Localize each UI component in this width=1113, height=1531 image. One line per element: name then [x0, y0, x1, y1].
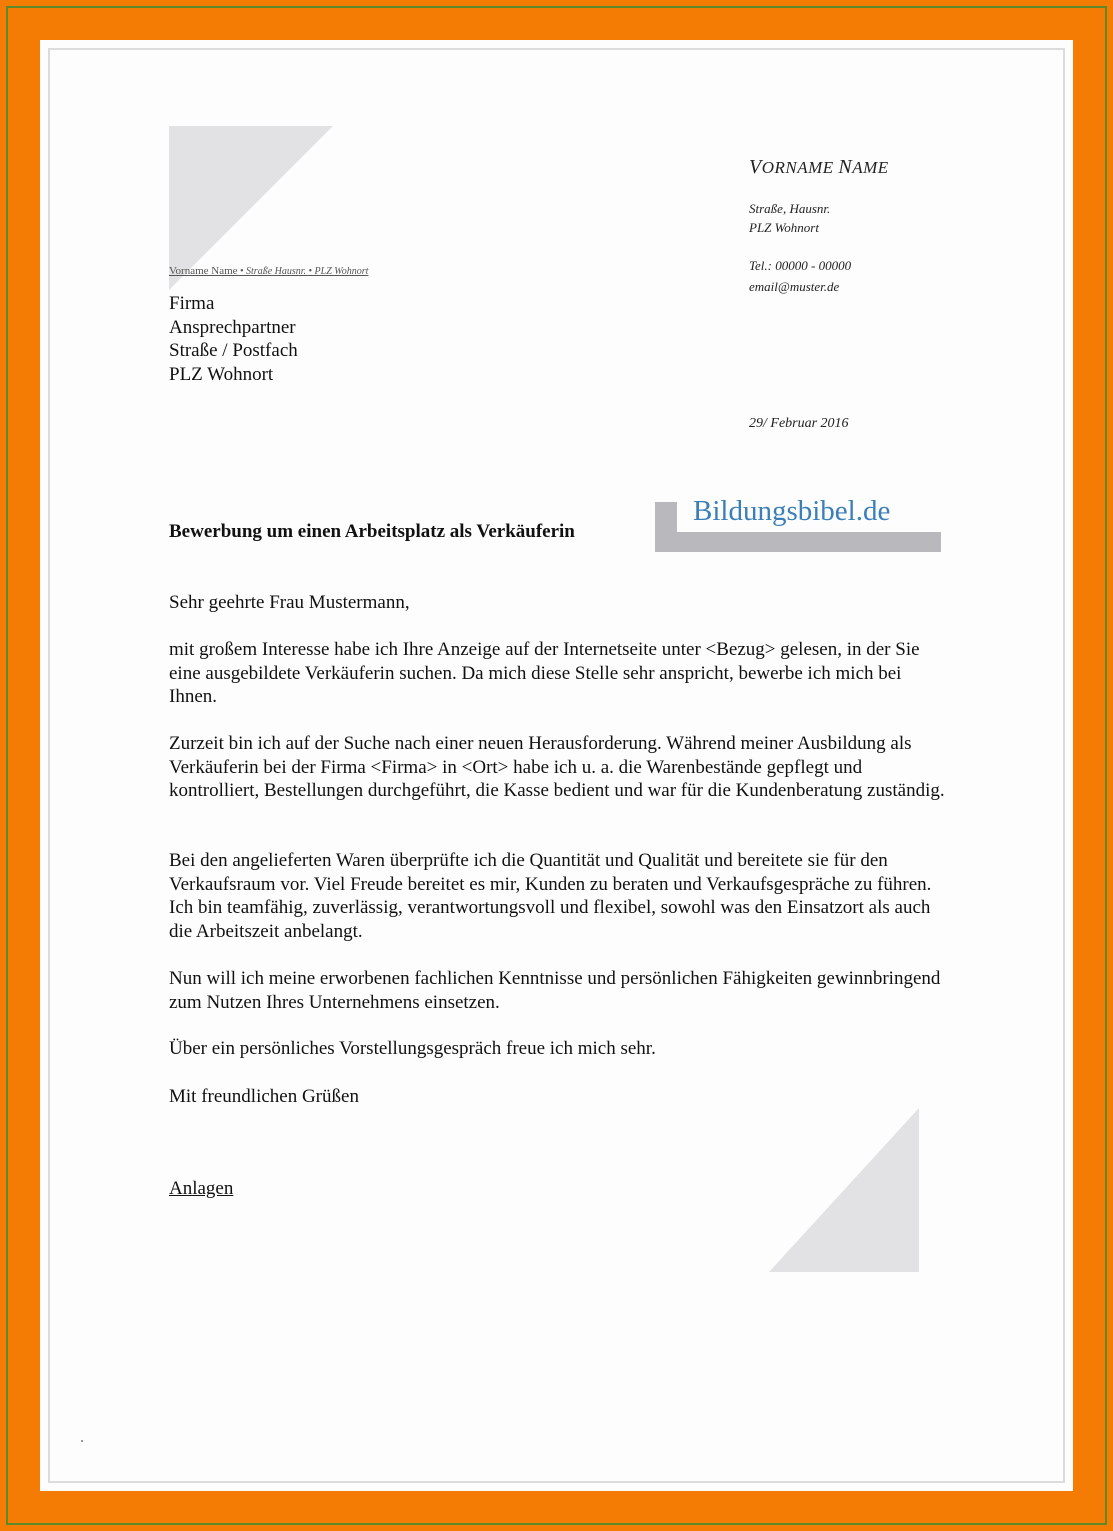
closing: Mit freundlichen Grüßen — [169, 1086, 359, 1107]
return-street: • Straße Hausnr. — [237, 266, 309, 277]
logo-bar-horizontal — [655, 532, 941, 552]
sender-last-rest: AME — [852, 158, 889, 177]
recipient-contact: Ansprechpartner — [169, 317, 296, 338]
letter-subject: Bewerbung um einen Arbeitsplatz als Verkäuferin — [169, 521, 575, 542]
sender-first-cap: V — [749, 156, 762, 178]
sender-street: Straße, Hausnr. — [749, 201, 831, 216]
return-name: Vorname Name — [169, 265, 238, 277]
recipient-city: PLZ Wohnort — [169, 364, 274, 385]
sender-name — [749, 156, 889, 179]
sender-first-rest: ORNAME — [761, 158, 834, 177]
recipient-company: Firma — [169, 293, 215, 314]
paragraph-1: mit großem Interesse habe ich Ihre Anzeige auf der Internetseite unter <Bezug> gelesen, in der Sie eine ausgebildete Verkäuferin suchen. Da mich diese Stelle sehr anspricht, bewerbe ich mich bei Ihnen. — [169, 639, 920, 707]
return-address-line — [169, 265, 368, 277]
sender-last-cap: N — [838, 156, 853, 178]
recipient-street: Straße / Postfach — [169, 340, 298, 361]
paragraph-5: Über ein persönliches Vorstellungsgespräch freue ich mich sehr. — [169, 1038, 656, 1059]
sender-phone: Tel.: 00000 - 00000 — [749, 258, 852, 273]
paragraph-2: Zurzeit bin ich auf der Suche nach einer neuen Herausforderung. Während meiner Ausbildung als Verkäuferin bei der Firma <Firma> in <Ort> habe ich u. a. die Warenbestände gepflegt und kontrolliert, Bestellungen durchgeführt, die Kasse bedient und war für die Kundenberatung zuständig. — [169, 733, 945, 801]
sender-email: email@muster.de — [749, 279, 840, 294]
sender-city: PLZ Wohnort — [749, 220, 819, 235]
paragraph-4: Nun will ich meine erworbenen fachlichen Kenntnisse und persönlichen Fähigkeiten gewinnbringend zum Nutzen Ihres Unternehmens einsetzen. — [169, 968, 941, 1013]
return-city: • PLZ Wohnort — [308, 266, 369, 277]
letter-date: 29/ Februar 2016 — [749, 416, 849, 431]
watermark-logo — [655, 495, 941, 552]
page-dot — [81, 1440, 83, 1442]
annex-label: Anlagen — [169, 1178, 234, 1199]
salutation: Sehr geehrte Frau Mustermann, — [169, 592, 410, 613]
paragraph-3: Bei den angelieferten Waren überprüfte ich die Quantität und Qualität und bereitete sie für den Verkaufsraum vor. Viel Freude bereitet es mir, Kunden zu beraten und Verkaufsgespräche zu führen. Ich bin teamfähig, zuverlässig, verantwortungsvoll und flexibel, sowohl was den Einsatzort als auch die Arbeitszeit anbelangt. — [169, 850, 932, 942]
logo-text: Bildungsbibel.de — [691, 495, 896, 530]
letter-page — [40, 40, 1073, 1491]
decorative-triangle-bottom — [769, 1108, 919, 1272]
